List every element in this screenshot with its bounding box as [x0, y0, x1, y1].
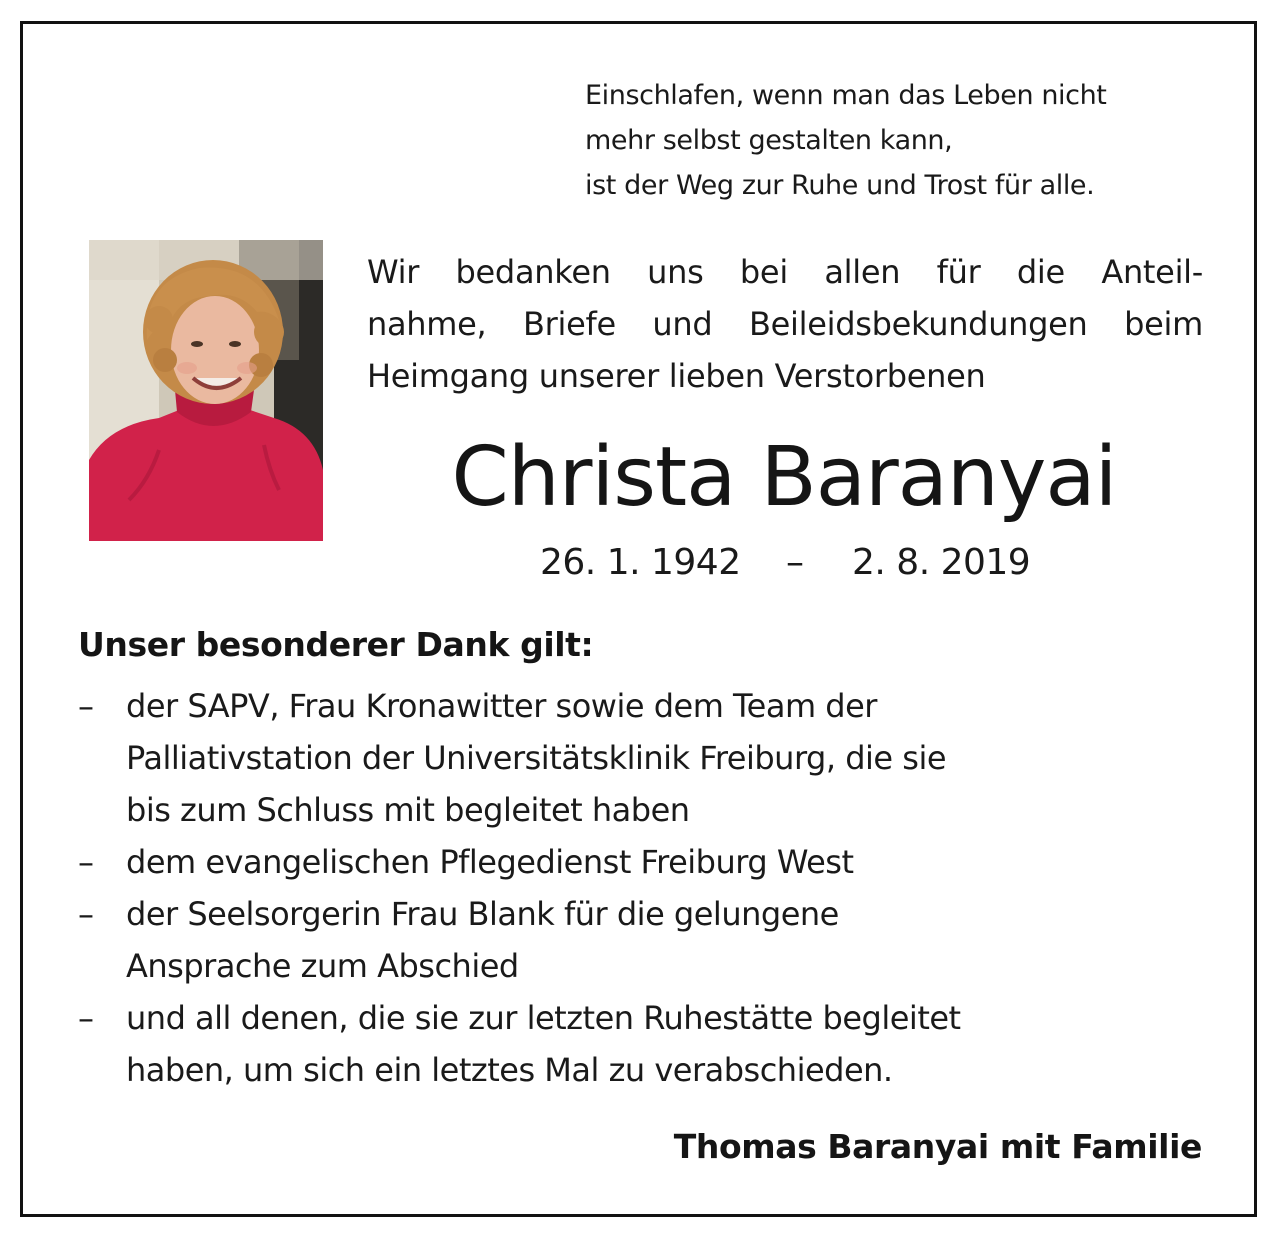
thanks-introduction — [367, 246, 1203, 402]
motto-line: Einschlafen, wenn man das Leben nicht — [585, 80, 1107, 111]
list-item-text: der SAPV, Frau Kronawitter sowie dem Team der Palliativstation der Universitätsklinik Freiburg, die sie bis zum Schluss mit begleitet haben — [126, 687, 947, 829]
list-item-text: der Seelsorgerin Frau Blank für die gelungene Ansprache zum Abschied — [126, 895, 839, 985]
motto-line: ist der Weg zur Ruhe und Trost für alle. — [585, 170, 1095, 201]
family-signature: Thomas Baranyai mit Familie — [673, 1127, 1202, 1166]
list-dash: – — [78, 999, 94, 1037]
list-item — [78, 680, 1218, 836]
list-item — [78, 836, 1218, 888]
intro-line: nahme, Briefe und Beileidsbekundungen beim — [367, 305, 1203, 343]
list-dash: – — [78, 895, 94, 933]
portrait-photo — [89, 240, 323, 541]
list-item-text: dem evangelischen Pflegedienst Freiburg West — [126, 843, 854, 881]
special-thanks-heading: Unser besonderer Dank gilt: — [78, 625, 594, 664]
birth-date: 26. 1. 1942 — [540, 542, 741, 583]
list-dash: – — [78, 843, 94, 881]
date-separator: – — [786, 542, 804, 583]
intro-line: Wir bedanken uns bei allen für die Anteil- — [367, 253, 1203, 291]
list-item-text: und all denen, die sie zur letzten Ruhestätte begleitet haben, um sich ein letztes Mal zu verabschieden. — [126, 999, 961, 1089]
intro-line: Heimgang unserer lieben Verstorbenen — [367, 357, 986, 395]
list-item — [78, 888, 1218, 992]
death-date: 2. 8. 2019 — [852, 542, 1031, 583]
motto-line: mehr selbst gestalten kann, — [585, 125, 953, 156]
special-thanks-list — [78, 680, 1218, 1096]
deceased-name: Christa Baranyai — [451, 430, 1117, 525]
list-dash: – — [78, 687, 94, 725]
list-item — [78, 992, 1218, 1096]
motto-verse — [585, 73, 1225, 208]
portrait-illustration — [89, 240, 323, 541]
